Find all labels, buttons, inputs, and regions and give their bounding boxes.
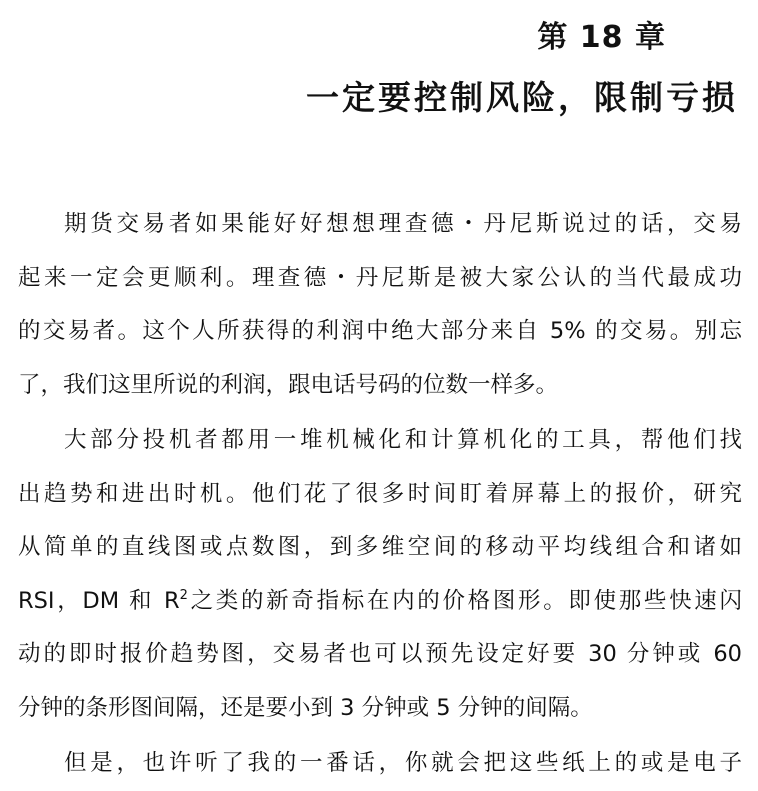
line-text: 之类的新奇指标在内的价格图形。即使那些快速闪	[187, 587, 742, 614]
paragraph-line	[18, 575, 742, 629]
superscript: 2	[179, 587, 188, 603]
paragraph-line: 从简单的直线图或点数图，到多维空间的移动平均线组合和诸如	[18, 534, 742, 560]
chapter-title: 一定要控制风险，限制亏损	[306, 78, 738, 117]
paragraph-line: 的交易者。这个人所获得的利润中绝大部分来自 5% 的交易。别忘	[18, 318, 742, 344]
chapter-number: 第 18 章	[537, 20, 666, 55]
line-text: RSI，DM 和 R	[18, 587, 180, 614]
paragraph-line: 起来一定会更顺利。理查德・丹尼斯是被大家公认的当代最成功	[18, 264, 742, 291]
paragraph-line: 期货交易者如果能好好想想理查德・丹尼斯说过的话，交易	[64, 211, 742, 237]
paragraph-line: 动的即时报价趋势图，交易者也可以预先设定好要 30 分钟或 60	[18, 641, 742, 667]
paragraph-line: 出趋势和进出时机。他们花了很多时间盯着屏幕上的报价，研究	[18, 480, 742, 507]
paragraph-line: 但是，也许听了我的一番话，你就会把这些纸上的或是电子	[64, 750, 742, 776]
paragraph-line: 大部分投机者都用一堆机械化和计算机化的工具，帮他们找	[64, 427, 742, 453]
body-text	[18, 198, 742, 791]
paragraph-line: 了，我们这里所说的利润，跟电话号码的位数一样多。	[18, 371, 559, 398]
paragraph-line: 分钟的条形图间隔，还是要小到 3 分钟或 5 分钟的间隔。	[18, 694, 593, 721]
